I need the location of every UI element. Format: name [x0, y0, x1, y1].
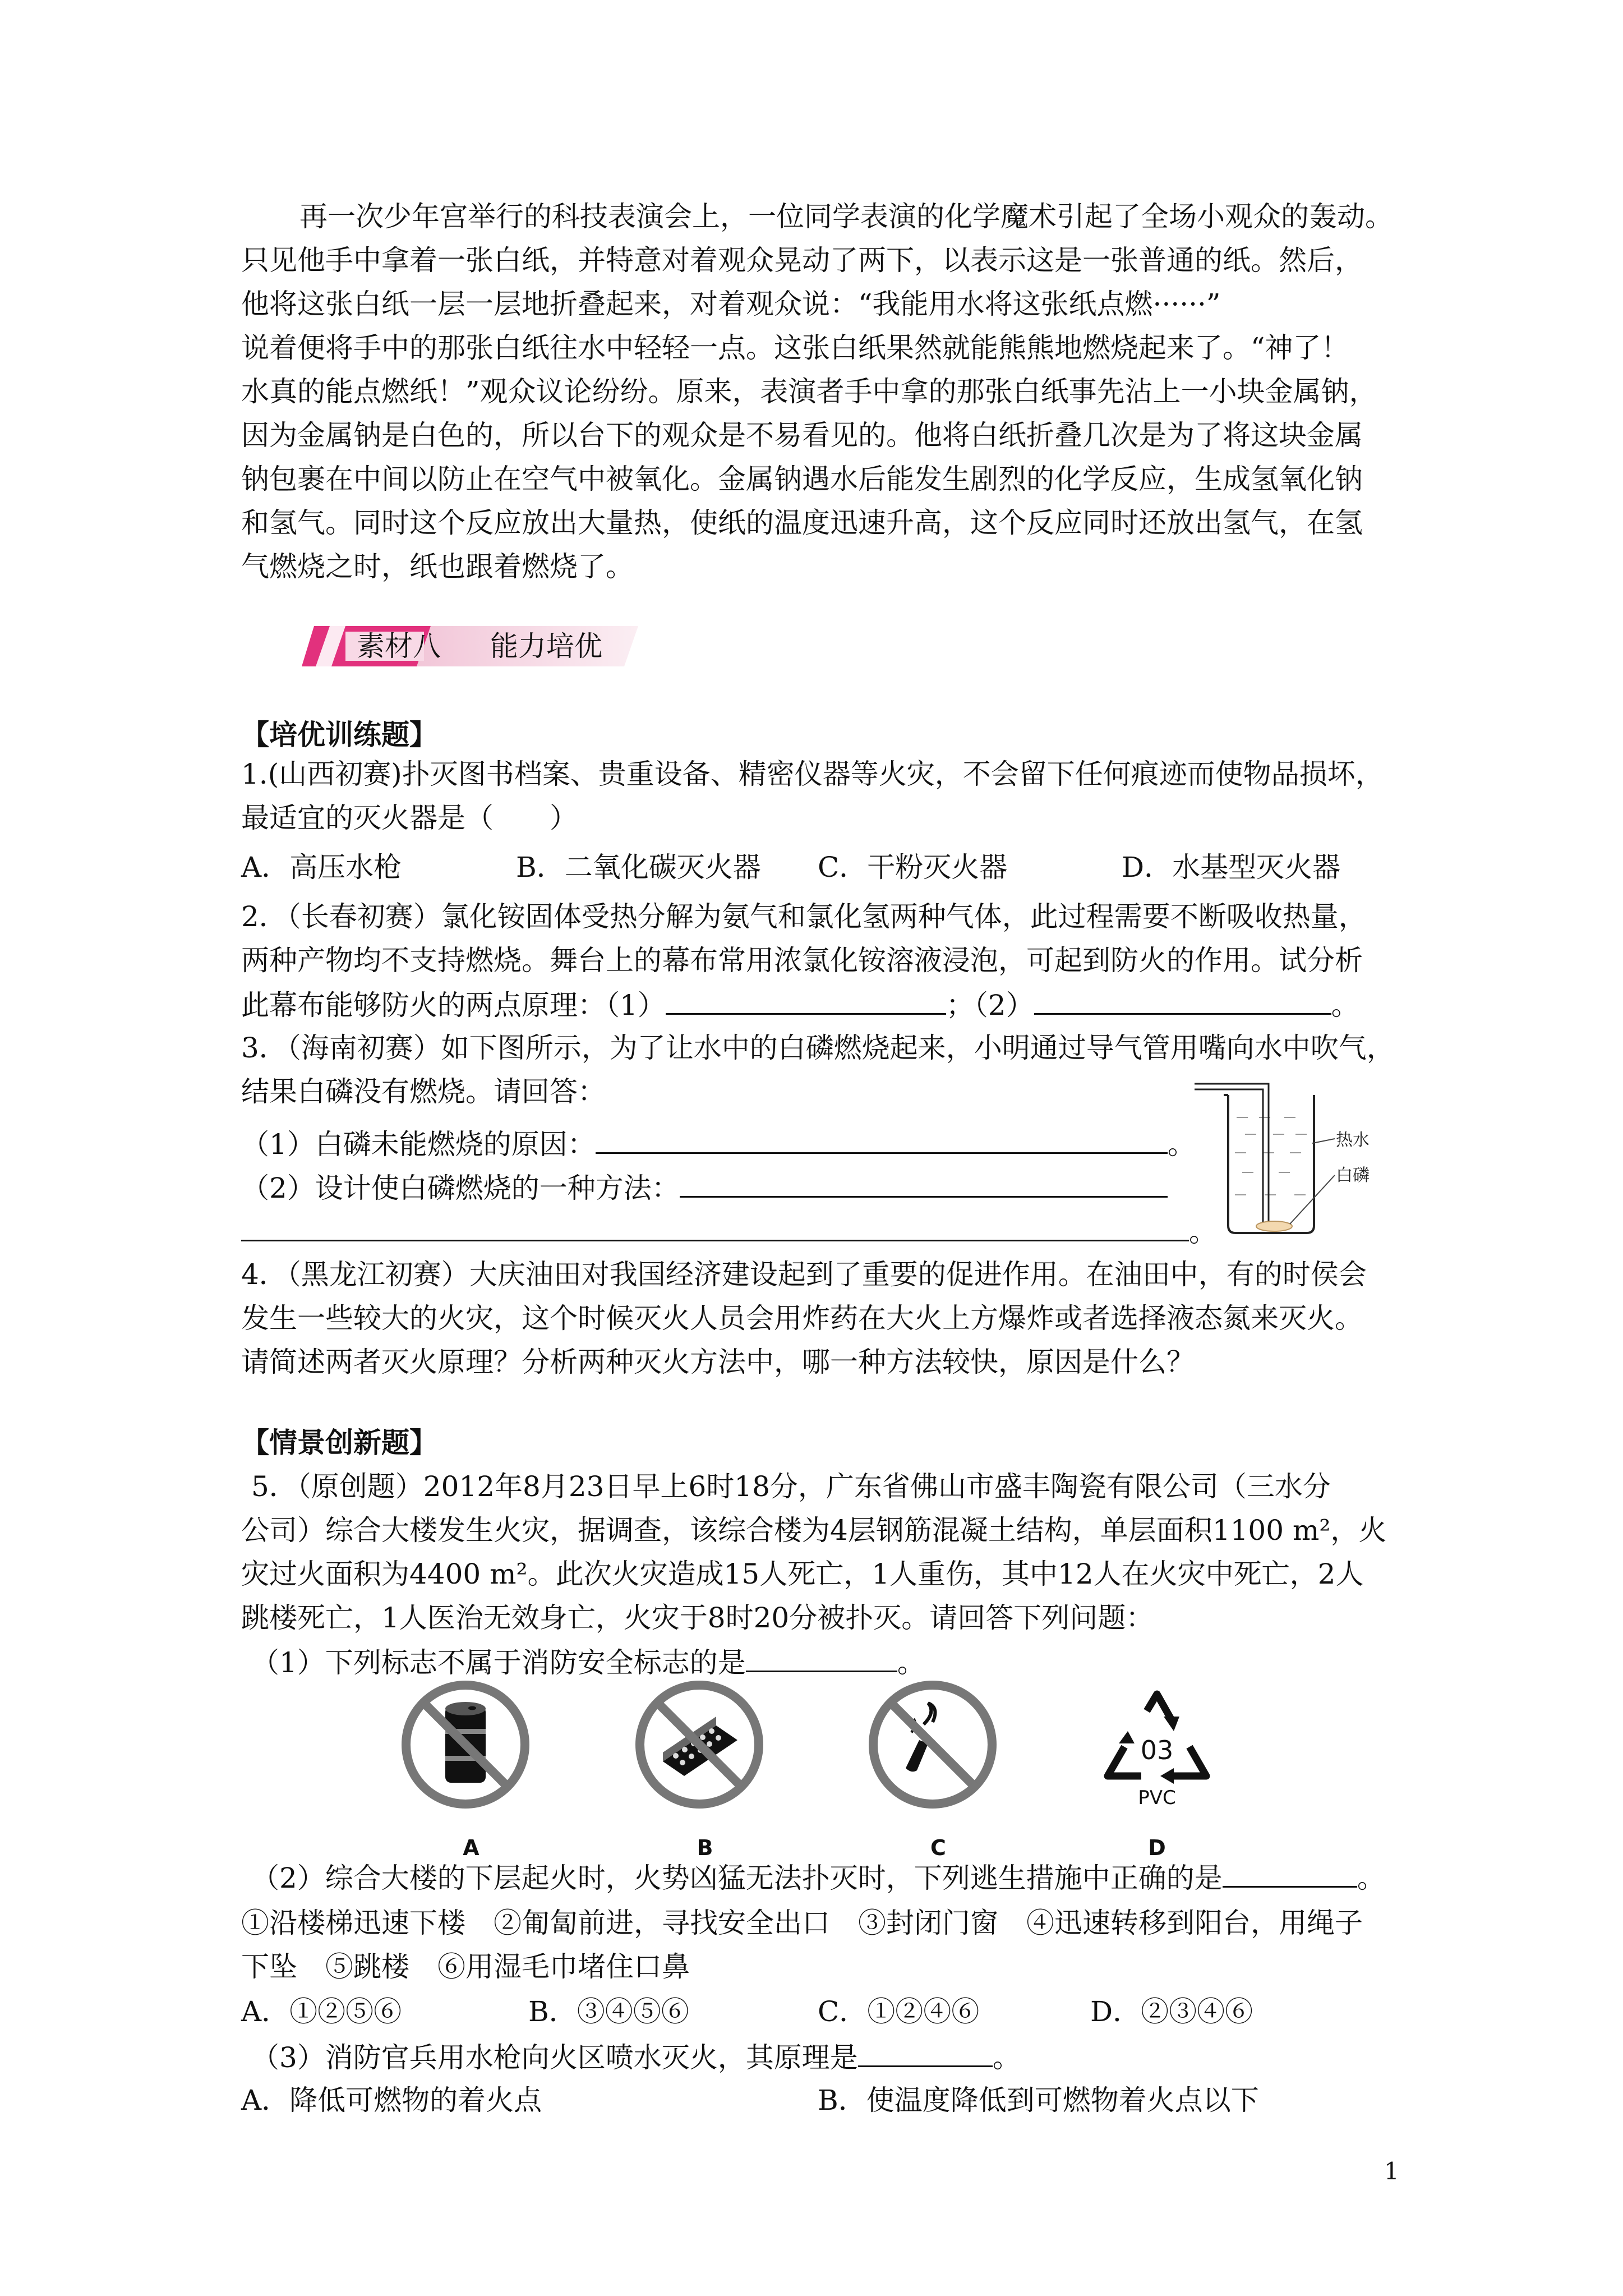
q5-text: 5．（原创题）2012年8月23日早上6时18分，广东省佛山市盛丰陶瓷有限公司（三水分	[251, 1470, 1331, 1503]
no-matches-sign-icon	[632, 1677, 767, 1812]
answer-blank[interactable]	[596, 1126, 1168, 1154]
q3-text: 3．（海南初赛）如下图所示，为了让水中的白磷燃烧起来，小明通过导气管用嘴向水中吹气，	[241, 1032, 1395, 1064]
section-title-scenario: 【情景创新题】	[241, 1426, 437, 1459]
q5-part1: （1）下列标志不属于消防安全标志的是 。	[251, 1645, 925, 1680]
q2-text: 两种产物均不支持燃烧。舞台上的幕布常用浓氯化铵溶液浸泡，可起到防火的作用。试分析	[241, 944, 1363, 977]
recycle-code: 03	[1140, 1735, 1174, 1765]
answer-blank[interactable]	[1223, 1860, 1357, 1888]
beaker-label-hot-water: 热水	[1336, 1130, 1370, 1150]
q5-part2-option-d: D．②③④⑥	[1090, 1995, 1253, 2028]
beaker-label-white-phosphorus: 白磷	[1336, 1166, 1370, 1185]
story-line: 他将这张白纸一层一层地折叠起来，对着观众说：“我能用水将这张纸点燃······”	[241, 288, 1221, 320]
sign-label-b: B	[697, 1835, 713, 1860]
banner-label-material: 素材八	[357, 630, 441, 662]
q5-text: 灾过火面积为4400 m²。此次火灾造成15人死亡，1人重伤，其中12人在火灾中死亡，2人	[241, 1558, 1364, 1590]
q5-text: 公司）综合大楼发生火灾，据调查，该综合楼为4层钢筋混凝土结构，单层面积1100 m²，火	[241, 1514, 1387, 1547]
q2-prompt: ；（2）	[946, 989, 1034, 1022]
story-line: 水真的能点燃纸！”观众议论纷纷。原来，表演者手中拿的那张白纸事先沾上一小块金属钠，	[241, 375, 1377, 408]
q5-part2-options: 下坠 ⑤跳楼 ⑥用湿毛巾堵住口鼻	[241, 1950, 690, 1983]
q4-text: 请简述两者灭火原理？分析两种灭火方法中，哪一种方法较快，原因是什么？	[241, 1346, 1195, 1378]
story-line: 气燃烧之时，纸也跟着燃烧了。	[241, 550, 634, 583]
q5-part3-option-a: A．降低可燃物的着火点	[241, 2084, 542, 2116]
story-line: 说着便将手中的那张白纸往水中轻轻一点。这张白纸果然就能熊熊地燃烧起来了。“神了！	[241, 332, 1349, 364]
answer-blank[interactable]	[746, 1645, 897, 1672]
q4-text: 发生一些较大的火灾，这个时候灭火人员会用炸药在大火上方爆炸或者选择液态氮来灭火。	[241, 1302, 1363, 1335]
sign-label-c: C	[930, 1835, 946, 1860]
section-title-training: 【培优训练题】	[241, 718, 437, 751]
q5-part2-option-a: A．①②⑤⑥	[241, 1995, 402, 2028]
sign-label-d: D	[1148, 1835, 1166, 1860]
q5-part2-option-c: C．①②④⑥	[818, 1995, 980, 2028]
q2-text: 此幕布能够防火的两点原理：（1） ；（2） 。	[241, 987, 1359, 1022]
recycle-pvc-icon	[1090, 1677, 1224, 1812]
q3-sub2-cont: 。	[241, 1214, 1217, 1249]
q2-text: 2．（长春初赛）氯化铵固体受热分解为氨气和氯化氢两种气体，此过程需要不断吸收热量，	[241, 900, 1367, 933]
answer-blank[interactable]	[680, 1170, 1168, 1198]
q5-part3: （3）消防官兵用水枪向火区喷水灭火，其原理是 。	[251, 2040, 1021, 2074]
q3-sub2: （2）设计使白磷燃烧的一种方法：	[241, 1170, 1168, 1205]
story-line: 再一次少年宫举行的科技表演会上，一位同学表演的化学魔术引起了全场小观众的轰动。	[299, 200, 1393, 233]
recycle-material: PVC	[1138, 1787, 1176, 1809]
q1-option-d: D．水基型灭火器	[1122, 851, 1341, 884]
no-smoking-sign-icon	[865, 1677, 1000, 1812]
q1-option-b: B．二氧化碳灭火器	[516, 851, 761, 884]
q3-text: 结果白磷没有燃烧。请回答：	[241, 1075, 606, 1108]
answer-blank[interactable]	[858, 2040, 993, 2067]
beaker-illustration	[1195, 1083, 1396, 1240]
q5-part2-options: ①沿楼梯迅速下楼 ②匍匐前进，寻找安全出口 ③封闭门窗 ④迅速转移到阳台，用绳子	[241, 1907, 1363, 1939]
story-line: 钠包裹在中间以防止在空气中被氧化。金属钠遇水后能发生剧烈的化学反应，生成氢氧化钠	[241, 463, 1363, 495]
q5-part2-option-b: B．③④⑤⑥	[528, 1995, 689, 2028]
q1-option-a: A．高压水枪	[241, 851, 402, 884]
q5-part2: （2）综合大楼的下层起火时，火势凶猛无法扑灭时，下列逃生措施中正确的是 。	[251, 1860, 1385, 1895]
answer-blank[interactable]	[666, 987, 946, 1015]
answer-blank[interactable]	[1034, 987, 1331, 1015]
q1-text: 1.(山西初赛)扑灭图书档案、贵重设备、精密仪器等火灾，不会留下任何痕迹而使物品损坏，	[241, 758, 1384, 790]
story-line: 因为金属钠是白色的，所以台下的观众是不易看见的。他将白纸折叠几次是为了将这块金属	[241, 419, 1363, 452]
q2-prompt: 此幕布能够防火的两点原理：（1）	[241, 989, 666, 1022]
q4-text: 4．（黑龙江初赛）大庆油田对我国经济建设起到了重要的促进作用。在油田中，有的时侯会	[241, 1258, 1367, 1291]
story-line: 只见他手中拿着一张白纸，并特意对着观众晃动了两下，以表示这是一张普通的纸。然后，	[241, 244, 1363, 277]
page-number: 1	[1384, 2157, 1399, 2185]
q5-part3-option-b: B．使温度降低到可燃物着火点以下	[818, 2084, 1259, 2116]
banner-label-ability: 能力培优	[490, 630, 602, 662]
q5-text: 跳楼死亡，1人医治无效身亡，火灾于8时20分被扑灭。请回答下列问题：	[241, 1602, 1154, 1634]
no-oil-drum-sign-icon	[398, 1677, 533, 1812]
q1-option-c: C．干粉灭火器	[818, 851, 1008, 884]
q1-text: 最适宜的灭火器是（ ）	[241, 802, 578, 834]
sign-label-a: A	[463, 1835, 479, 1860]
q3-sub1: （1）白磷未能燃烧的原因： 。	[241, 1126, 1196, 1161]
story-line: 和氢气。同时这个反应放出大量热，使纸的温度迅速升高，这个反应同时还放出氢气，在氢	[241, 507, 1363, 539]
answer-blank[interactable]	[241, 1214, 1189, 1241]
